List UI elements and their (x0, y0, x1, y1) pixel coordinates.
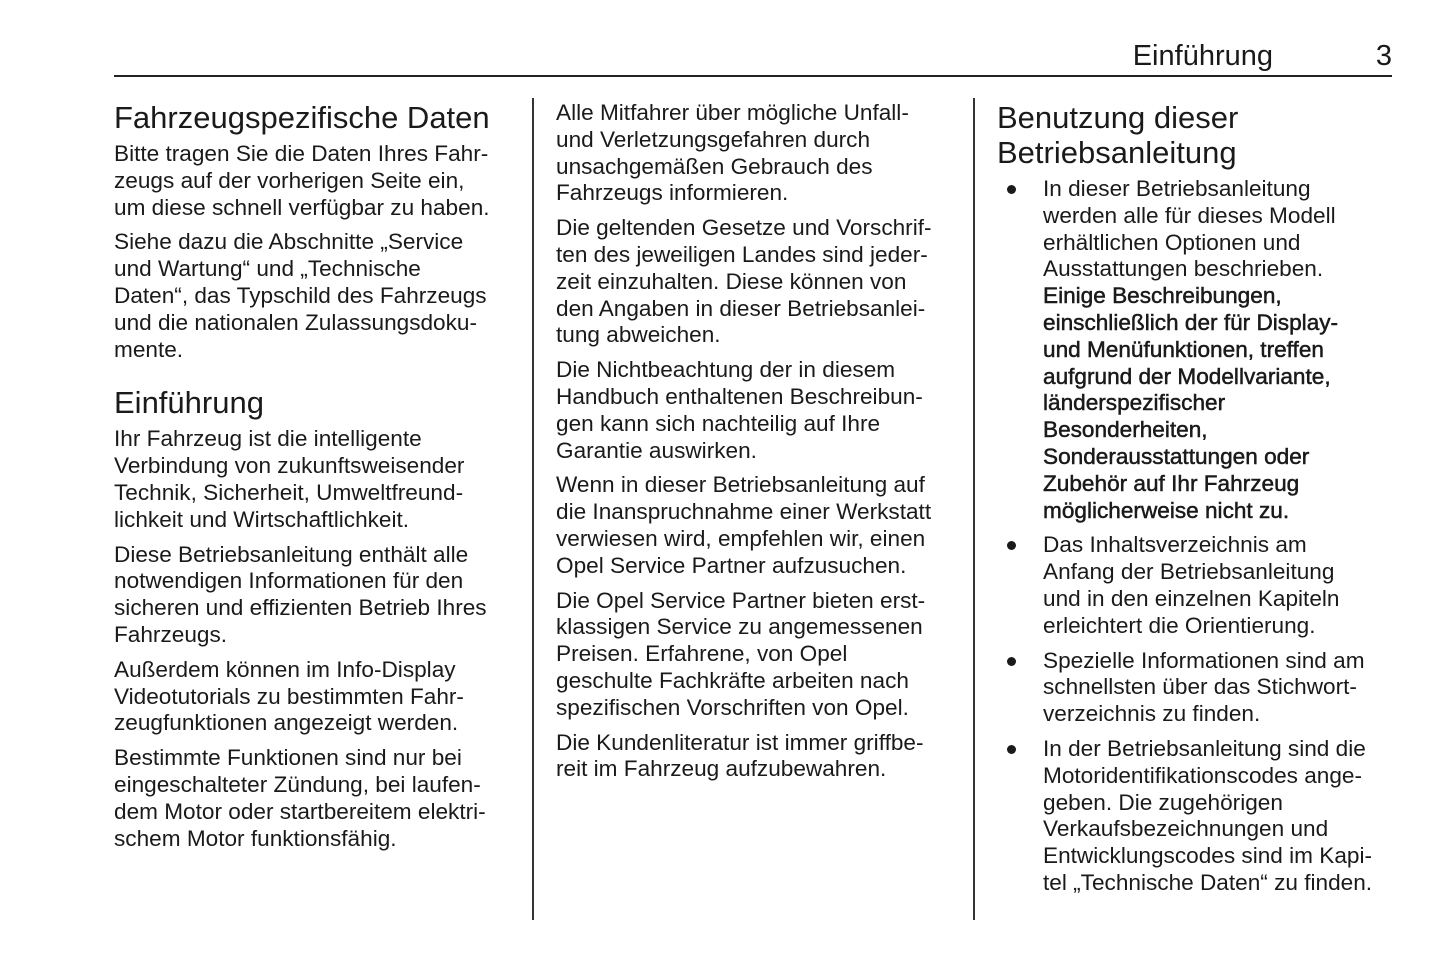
text-line: Außerdem können im Info-Display (114, 656, 456, 682)
text-line: aufgrund der Modellvariante, (1043, 363, 1331, 389)
text-line: Einführung (114, 385, 264, 421)
text-line: notwendigen Informationen für den (114, 568, 464, 594)
text-line: Preisen. Erfahrene, von Opel (556, 641, 848, 667)
text-line: Videotutorials zu bestimmten Fahr- (114, 683, 464, 709)
paragraph (556, 357, 966, 464)
section-heading (114, 100, 524, 135)
text-line: tung abweichen. (556, 322, 721, 348)
column-1 (114, 100, 524, 860)
text-line: länderspezifischer (1043, 390, 1226, 416)
text-line: Einige Beschreibungen, (1043, 283, 1282, 309)
bullet-item (997, 648, 1407, 728)
text-line: lichkeit und Wirtschaftlichkeit. (114, 506, 410, 532)
text-line: Fahrzeugs. (114, 621, 228, 647)
text-line: zeugs auf der vorherigen Seite ein, (114, 167, 465, 193)
text-line: unsachgemäßen Gebrauch des (556, 153, 873, 179)
text-line: Spezielle Informationen sind am (1043, 647, 1365, 673)
page-number: 3 (1375, 40, 1392, 72)
text-line: Opel Service Partner aufzusuchen. (556, 552, 907, 578)
bullet-item (997, 532, 1407, 639)
text-line: Garantie auswirken. (556, 437, 757, 463)
text-line: schem Motor funktionsfähig. (114, 825, 397, 851)
paragraph (114, 426, 524, 533)
text-line: Bitte tragen Sie die Daten Ihres Fahr- (114, 141, 489, 166)
text-line: Die Opel Service Partner bieten erst- (556, 587, 926, 613)
running-header-title: Einführung (1132, 40, 1273, 72)
paragraph (114, 229, 524, 363)
bullet-icon (1007, 657, 1016, 666)
text-line: Entwicklungscodes sind im Kapi- (1043, 843, 1373, 869)
text-line: sicheren und effizienten Betrieb Ihres (114, 595, 487, 621)
column-divider (532, 98, 534, 920)
text-line: tel „Technische Daten“ zu finden. (1043, 869, 1373, 895)
text-line: Daten“, das Typschild des Fahrzeugs (114, 282, 487, 308)
text-line: erleichtert die Orientierung. (1043, 612, 1316, 638)
text-line: reit im Fahrzeug aufzubewahren. (556, 756, 887, 782)
text-line: um diese schnell verfügbar zu haben. (114, 194, 490, 220)
text-line: Verbindung von zukunftsweisender (114, 453, 465, 479)
text-line: In dieser Betriebsanleitung (1043, 176, 1311, 201)
text-line: und Wartung“ und „Technische (114, 256, 421, 282)
paragraph (556, 730, 966, 784)
text-line: möglicherweise nicht zu. (1043, 497, 1290, 523)
text-line: Motoridentifikationscodes ange- (1043, 762, 1363, 788)
column-3 (997, 100, 1407, 905)
paragraph (556, 100, 966, 207)
text-line: geben. Die zugehörigen (1043, 789, 1283, 815)
bullet-item (997, 176, 1407, 524)
text-line: und in den einzelnen Kapiteln (1043, 585, 1340, 611)
text-line: Ihr Fahrzeug ist die intelligente (114, 426, 422, 452)
paragraph (114, 542, 524, 649)
text-line: verzeichnis zu finden. (1043, 701, 1261, 727)
bullet-icon (1007, 185, 1016, 194)
text-line: verwiesen wird, empfehlen wir, einen (556, 525, 926, 551)
text-line: Die Nichtbeachtung der in diesem (556, 357, 896, 383)
text-line: schnellsten über das Stichwort- (1043, 674, 1357, 700)
text-line: und die nationalen Zulassungsdoku- (114, 309, 478, 335)
section-heading (114, 385, 524, 420)
text-line: Die geltenden Gesetze und Vorschrif- (556, 215, 932, 241)
text-line: den Angaben in dieser Betriebsanlei- (556, 295, 926, 321)
text-line: erhältlichen Optionen und (1043, 229, 1301, 255)
paragraph (114, 657, 524, 737)
text-line: Anfang der Betriebsanleitung (1043, 559, 1335, 585)
column-2 (556, 100, 966, 791)
text-line: Diese Betriebsanleitung enthält alle (114, 541, 469, 567)
text-line: Alle Mitfahrer über mögliche Unfall- (556, 100, 909, 125)
text-line: klassigen Service zu angemessenen (556, 614, 923, 640)
paragraph (556, 215, 966, 349)
text-line: werden alle für dieses Modell (1043, 202, 1336, 228)
bullet-item (997, 736, 1407, 897)
paragraph (556, 472, 966, 579)
header-rule (114, 75, 1392, 77)
text-line: und Verletzungsgefahren durch (556, 126, 871, 152)
text-line: Das Inhaltsverzeichnis am (1043, 532, 1307, 558)
text-line: gen kann sich nachteilig auf Ihre (556, 410, 881, 436)
text-line: mente. (114, 336, 184, 362)
text-line: Fahrzeugspezifische Daten (114, 100, 490, 135)
text-line: Technik, Sicherheit, Umweltfreund- (114, 479, 464, 505)
text-line: Fahrzeugs informieren. (556, 180, 789, 206)
text-line: Zubehör auf Ihr Fahrzeug (1043, 470, 1300, 496)
text-line: Betriebsanleitung (997, 135, 1237, 170)
text-line: Die Kundenliteratur ist immer griffbe- (556, 729, 924, 755)
text-line: spezifischen Vorschriften von Opel. (556, 694, 909, 720)
text-line: geschulte Fachkräfte arbeiten nach (556, 667, 909, 693)
paragraph (114, 745, 524, 852)
bullet-icon (1007, 541, 1016, 550)
text-line: In der Betriebsanleitung sind die (1043, 735, 1366, 761)
text-line: dem Motor oder startbereitem elektri- (114, 798, 486, 824)
text-line: Siehe dazu die Abschnitte „Service (114, 229, 464, 255)
text-line: ten des jeweiligen Landes sind jeder- (556, 241, 928, 267)
text-line: zeit einzuhalten. Diese können von (556, 268, 907, 294)
text-line: zeugfunktionen angezeigt werden. (114, 710, 459, 736)
section-heading (997, 100, 1407, 170)
text-line: Verkaufsbezeichnungen und (1043, 816, 1329, 842)
paragraph (556, 588, 966, 722)
text-line: Besonderheiten, (1043, 417, 1208, 443)
text-line: Bestimmte Funktionen sind nur bei (114, 745, 462, 771)
bullet-icon (1007, 745, 1016, 754)
text-line: Benutzung dieser (997, 100, 1239, 135)
paragraph (114, 141, 524, 221)
text-line: einschließlich der für Display- (1043, 309, 1339, 335)
column-divider (973, 98, 975, 920)
text-line: Ausstattungen beschrieben. (1043, 256, 1324, 282)
text-line: Handbuch enthaltenen Beschreibun- (556, 383, 923, 409)
text-line: Wenn in dieser Betriebsanleitung auf (556, 472, 925, 498)
text-line: und Menüfunktionen, treffen (1043, 336, 1324, 362)
text-line: die Inanspruchnahme einer Werkstatt (556, 499, 932, 525)
text-line: Sonderausstattungen oder (1043, 443, 1310, 469)
text-line: eingeschalteter Zündung, bei laufen- (114, 771, 481, 797)
